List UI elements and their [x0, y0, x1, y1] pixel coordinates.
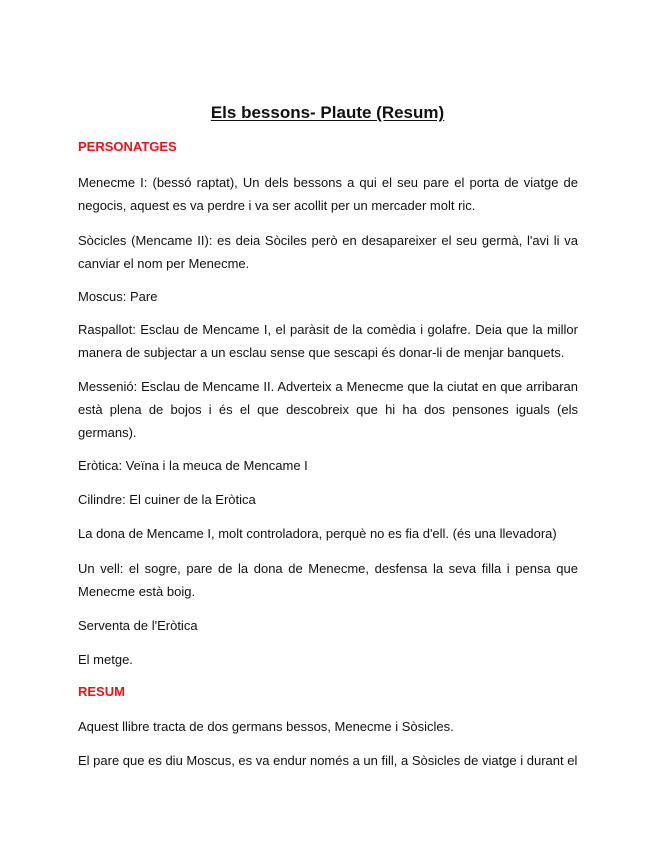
paragraph-socicles: Sòcicles (Mencame II): es deia Sòciles però en desapareixer el seu germà, l'avi li va canviar el nom per Menecme. [78, 233, 578, 271]
section-heading-resum: RESUM [78, 684, 125, 699]
document-title: Els bessons- Plaute (Resum) [210, 103, 445, 122]
paragraph-resum-pare: El pare que es diu Moscus, es va endur només a un fill, a Sòsicles de viatge i durant el [78, 753, 578, 768]
paragraph-serventa: Serventa de l'Eròtica [78, 618, 198, 633]
section-heading-personatges: PERSONATGES [78, 139, 177, 154]
paragraph-messenio: Messenió: Esclau de Mencame II. Adverteix a Menecme que la ciutat en que arribaran està plena de bojos i és el que descobreix que hi ha dos pensones iguals (els germans). [78, 379, 578, 440]
paragraph-metge: El metge. [78, 652, 133, 667]
paragraph-dona-mencame: La dona de Mencame I, molt controladora, perquè no es fia d'ell. (és una llevadora) [78, 526, 557, 541]
paragraph-resum-intro: Aquest llibre tracta de dos germans bessos, Menecme i Sòsicles. [78, 719, 454, 734]
paragraph-cilindre: Cilindre: El cuiner de la Eròtica [78, 492, 256, 507]
paragraph-menecme-i: Menecme I: (bessó raptat), Un dels bessons a qui el seu pare el porta de viatge de negocis, aquest es va perdre i va ser acollit per un mercader molt ric. [78, 175, 578, 213]
paragraph-raspallot: Raspallot: Esclau de Mencame I, el paràsit de la comèdia i golafre. Deia que la millor manera de subjectar a un esclau sense que sescapi és donar-li de menjar banquets. [78, 322, 578, 360]
paragraph-erotica: Eròtica: Veïna i la meuca de Mencame I [78, 458, 308, 473]
paragraph-moscus: Moscus: Pare [78, 289, 158, 304]
paragraph-un-vell: Un vell: el sogre, pare de la dona de Menecme, desfensa la seva filla i pensa que Menecme està boig. [78, 561, 578, 599]
